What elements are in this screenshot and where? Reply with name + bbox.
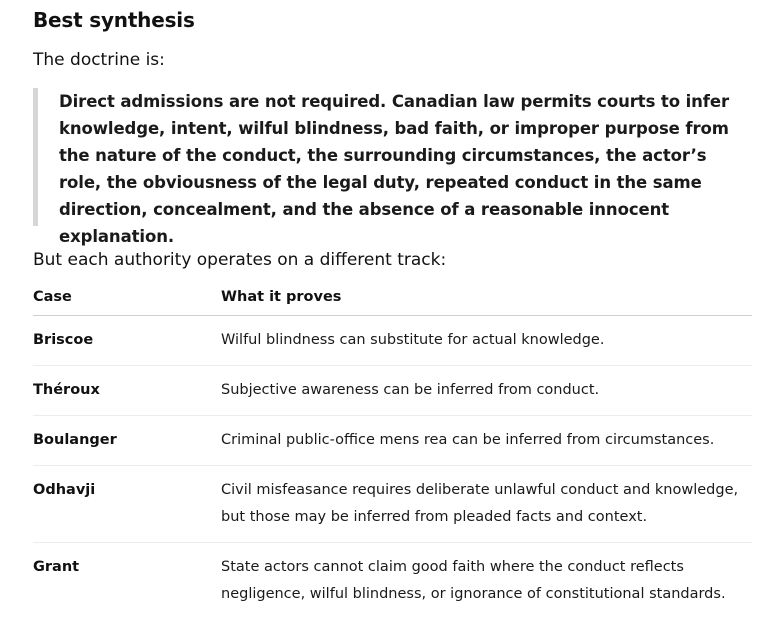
section-heading: Best synthesis	[33, 8, 195, 32]
case-name: Grant	[33, 559, 80, 575]
doctrine-blockquote	[33, 88, 753, 246]
case-name: Boulanger	[33, 416, 221, 466]
case-name: Théroux	[33, 366, 221, 416]
case-proves: State actors cannot claim good faith where the conduct reflects negligence, wilful blindness, or ignorance of constitutional standards.	[221, 559, 726, 602]
case-proves: Wilful blindness can substitute for actual knowledge.	[221, 316, 752, 366]
table-row	[33, 316, 752, 366]
case-proves: Criminal public-office mens rea can be inferred from circumstances.	[221, 416, 752, 466]
table-row	[33, 466, 752, 543]
table-header-row	[33, 280, 752, 316]
table-row	[33, 543, 752, 620]
intro-text: The doctrine is:	[33, 50, 165, 70]
table-lead-text: But each authority operates on a different track:	[33, 250, 447, 270]
case-name: Odhavji	[33, 466, 221, 543]
case-proves: Civil misfeasance requires deliberate unlawful conduct and knowledge, but those may be inferred from pleaded facts and context.	[221, 466, 752, 543]
table-row	[33, 366, 752, 416]
case-proves: Subjective awareness can be inferred from conduct.	[221, 366, 752, 416]
column-header-proves: What it proves	[221, 280, 752, 316]
case-name: Briscoe	[33, 316, 221, 366]
table-row	[33, 416, 752, 466]
column-header-case: Case	[33, 280, 221, 316]
doctrine-quote-text: Direct admissions are not required. Canadian law permits courts to infer knowledge, intent, wilful blindness, bad faith, or improper purpose from the nature of the conduct, the surrounding circumstances, the actor’s role, the obviousness of the legal duty, repeated conduct in the same direction, concealment, and the absence of a reasonable innocent explanation.	[59, 92, 730, 246]
authorities-table	[33, 280, 752, 619]
